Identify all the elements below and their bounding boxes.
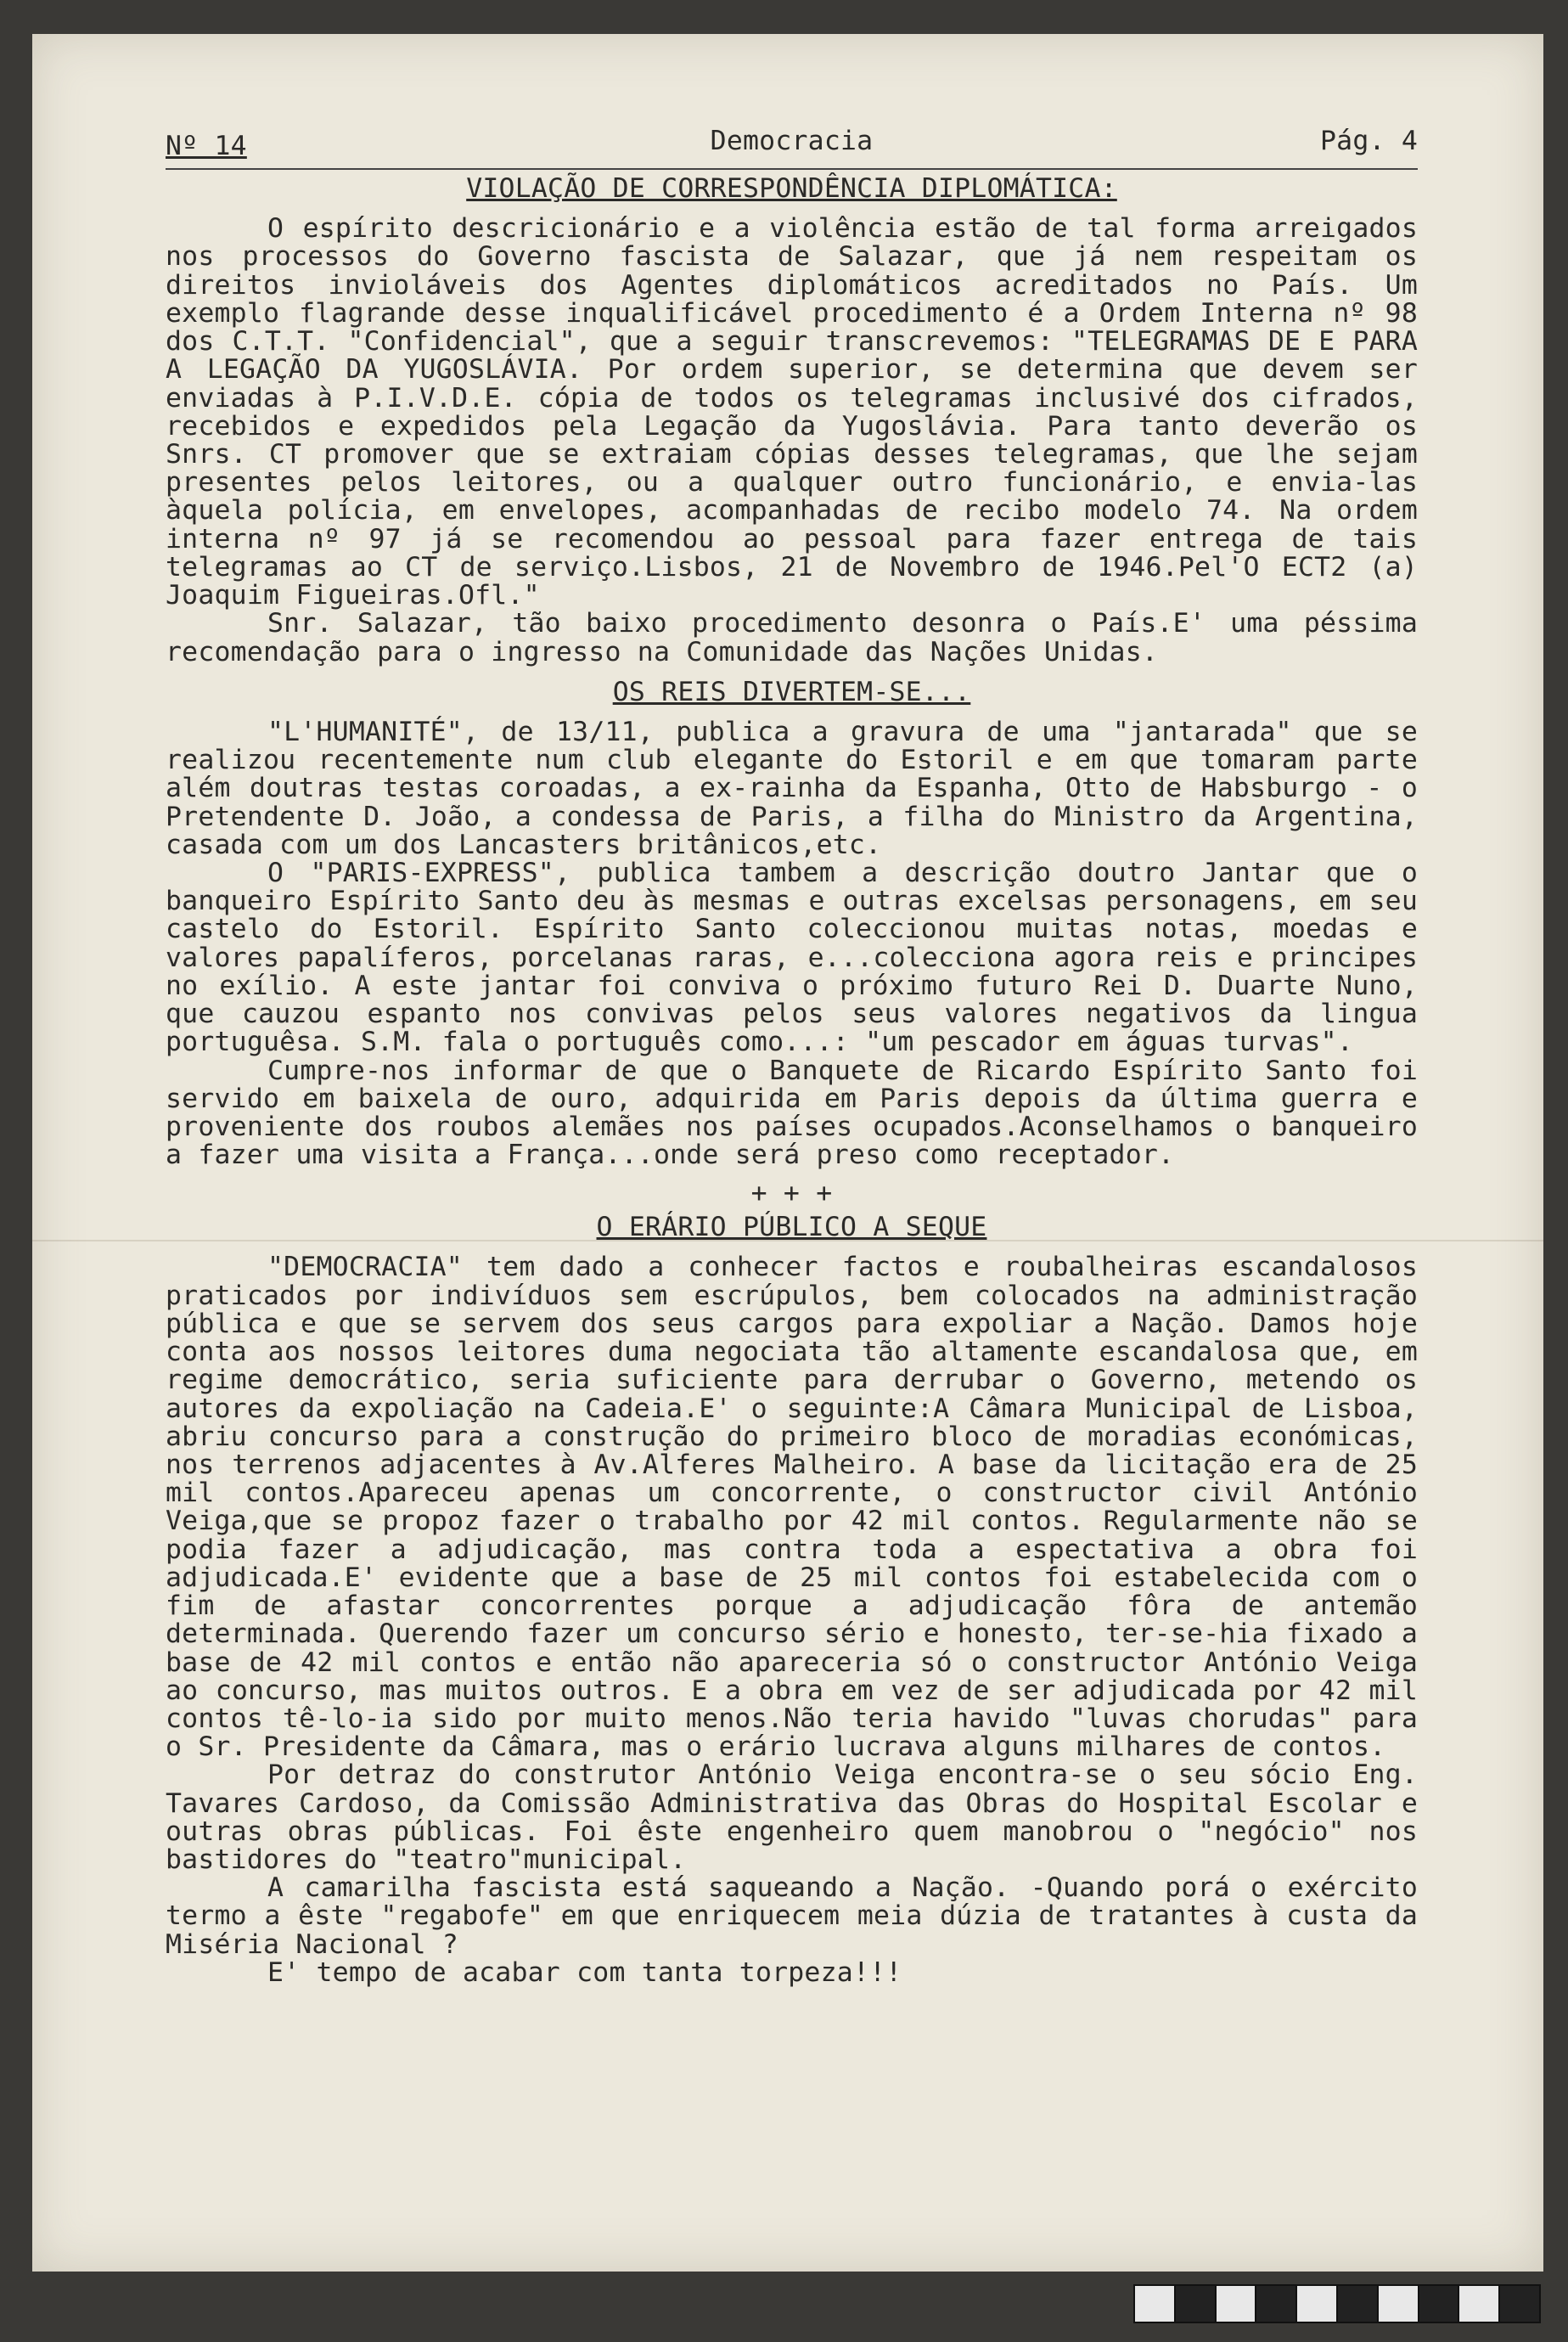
- section-heading: O ERÁRIO PÚBLICO A SEQUE: [596, 1212, 987, 1243]
- closing-line: E' tempo de acabar com tanta torpeza!!!: [267, 1956, 902, 1988]
- paragraph: O espírito descricionário e a violência estão de tal forma arreigados nos processos do Governo fascista de Salazar, que já nem respeitam os direitos invioláveis dos Agentes diplomáticos acreditados no País. Um exemplo flagrande desse inqualificável procedimento é a Ordem Interna nº 98 dos C.T.T. "Confidencial", que a seguir transcrevemos: "TELEGRAMAS DE E PARA A LEGAÇÃO DA YUGOSLÁVIA. Por ordem superior, se determina que devem ser enviadas à P.I.V.D.E. cópia de todos os telegramas inclusivé dos cifrados, recebidos e expedidos pela Legação da Yugoslávia. Para tanto deverão os Snrs. CT promover que se extraiam cópias desses telegramas, que lhe sejam presentes pelos leitores, ou a qualquer outro funcionário, e envia-las àquela polícia, em envelopes, acompanhadas de recibo modelo 74. Na ordem interna nº 97 já se recomendou ao pessoal para fazer entrega de tais telegramas ao CT de serviço.Lisbos, 21 de Novembro de 1946.Pel'O ECT2 (a) Joaquim Figueiras.Ofl.": [166, 213, 1418, 611]
- publication-title: Democracia: [710, 126, 874, 156]
- paragraph: Por detraz do construtor António Veiga encontra-se o seu sócio Eng. Tavares Cardoso, da Comissão Administrativa das Obras do Hospital Escolar e outras obras públicas. Foi êste engenheiro quem manobrou o "negócio" nos bastidores do "teatro"municipal.: [166, 1759, 1418, 1876]
- section-heading: OS REIS DIVERTEM-SE...: [612, 676, 971, 707]
- scale-ruler: [1133, 2284, 1541, 2323]
- section-violacao: [166, 175, 1418, 667]
- section-heading: VIOLAÇÃO DE CORRESPONDÊNCIA DIPLOMÁTICA:: [466, 173, 1117, 204]
- paragraph: Snr. Salazar, tão baixo procedimento desonra o País.E' uma péssima recomendação para o ingresso na Comunidade das Nações Unidas.: [166, 608, 1418, 667]
- page-header: [166, 127, 1418, 170]
- page-number: Pág. 4: [1320, 126, 1418, 156]
- section-erario: [166, 1213, 1418, 1987]
- issue-number: Nº 14: [166, 131, 247, 161]
- document-body: [166, 127, 1418, 1987]
- section-reis: [166, 678, 1418, 1170]
- section-separator: + + +: [750, 1178, 833, 1209]
- paragraph: Cumpre-nos informar de que o Banquete de Ricardo Espírito Santo foi servido em baixela de ouro, adquirida em Paris depois da última guerra e proveniente dos roubos alemães nos países ocupados.Aconselhamos o banqueiro a fazer uma visita a França...onde será preso como receptador.: [166, 1055, 1418, 1171]
- paragraph: "DEMOCRACIA" tem dado a conhecer factos e roubalheiras escandalosos praticados por indivíduos sem escrúpulos, bem colocados na administração pública e que se servem dos seus cargos para expoliar a Nação. Damos hoje conta aos nossos leitores duma negociata tão altamente escandalosa que, em regime democrático, seria suficiente para derrubar o Governo, metendo os autores da expoliação na Cadeia.E' o seguinte:A Câmara Municipal de Lisboa, abriu concurso para a construção do primeiro bloco de moradias económicas, nos terrenos adjacentes à Av.Alferes Malheiro. A base da licitação era de 25 mil contos.Apareceu apenas um concorrente, o constructor civil António Veiga,que se propoz fazer o trabalho por 42 mil contos. Regularmente não se podia fazer a adjudicação, mas contra toda a espectativa a obra foi adjudicada.E' evidente que a base de 25 mil contos foi estabelecida com o fim de afastar concorrentes porque a adjudicação fôra de antemão determinada. Querendo fazer um concurso sério e honesto, ter-se-hia fixado a base de 42 mil contos e então não apareceria só o constructor António Veiga ao concurso, mas muitos outros. E a obra em vez de ser adjudicada por 42 mil contos tê-lo-ia sido por muito menos.Não teria havido "luvas chorudas" para o Sr. Presidente da Câmara, mas o erário lucrava alguns milhares de contos.: [166, 1252, 1418, 1763]
- paragraph: O "PARIS-EXPRESS", publica tambem a descrição doutro Jantar que o banqueiro Espírito Santo deu às mesmas e outras excelsas personagens, em seu castelo do Estoril. Espírito Santo coleccionou muitas notas, moedas e valores papalíferos, porcelanas raras, e...colecciona agora reis e principes no exílio. A este jantar foi conviva o próximo futuro Rei D. Duarte Nuno, que cauzou espanto nos convivas pelos seus valores negativos da lingua portuguêsa. S.M. fala o português como...: "um pescador em águas turvas".: [166, 858, 1418, 1058]
- paragraph: "L'HUMANITÉ", de 13/11, publica a gravura de uma "jantarada" que se realizou recentemente num club elegante do Estoril e em que tomaram parte além doutras testas coroadas, a ex-rainha da Espanha, Otto de Habsburgo - o Pretendente D. João, a condessa de Paris, a filha do Ministro da Argentina, casada com um dos Lancasters britânicos,etc.: [166, 716, 1418, 860]
- paragraph: A camarilha fascista está saqueando a Nação. -Quando porá o exército termo a êste "regabofe" em que enriquecem meia dúzia de tratantes à custa da Miséria Nacional ?: [166, 1872, 1418, 1960]
